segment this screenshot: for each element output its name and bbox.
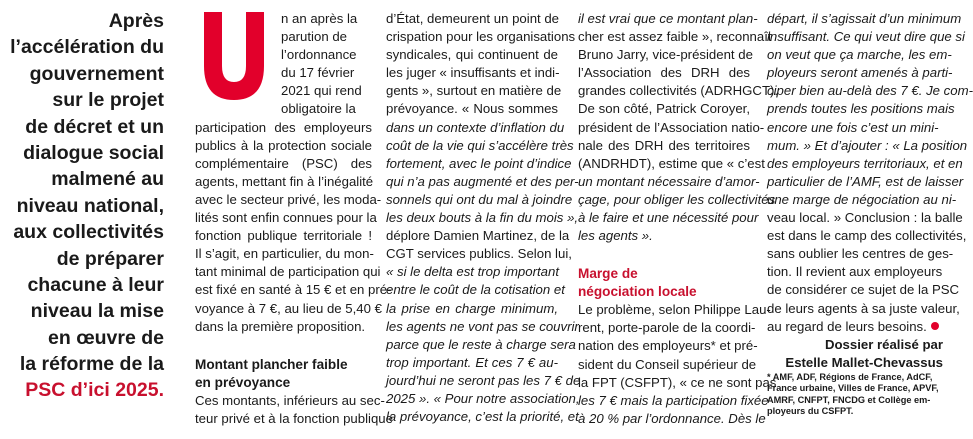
text-line: les 7 € mais la participation fixée: [578, 392, 769, 408]
text-line: est fixé en santé à 15 € et en pré-: [195, 282, 392, 298]
text-line: (ANDRHDT), estime que « c’est: [578, 155, 765, 171]
text-line: 2021 qui rend: [281, 83, 362, 99]
text-line: Ces montants, inférieurs au sec-: [195, 392, 385, 408]
text-line: insuffisant. Ce qui veut dire que si: [767, 29, 965, 45]
text-line: mum. » Et d’ajouter : « La position: [767, 137, 968, 153]
text-line: tion. Il revient aux employeurs: [767, 264, 943, 280]
text-line: les agents ne vont pas se couvrir: [386, 318, 579, 334]
intro-line: gouvernement: [29, 62, 164, 85]
text-line: participation des employeurs: [195, 119, 372, 135]
text-line: sident du Conseil supérieur de: [578, 356, 757, 372]
intro-line: dialogue social: [23, 141, 164, 164]
intro-line: en œuvre de: [48, 326, 164, 349]
subheading: Montant plancher faible: [195, 356, 348, 372]
text-line: voyance à 7 €, au lieu de 5,40 €: [195, 300, 382, 316]
column-2-body: [386, 10, 581, 426]
text-line: à 20 % par l’ordonnance. Dès le: [578, 410, 766, 426]
text-line: Il s’agit, en particulier, du mon-: [195, 246, 374, 262]
intro-line: niveau la mise: [30, 300, 164, 323]
text-line: crispation pour les organisations: [386, 29, 576, 45]
text-line: qui n’a pas augmenté et des per-: [386, 173, 579, 189]
subheading: négociation locale: [578, 284, 697, 300]
intro-line: malmené au: [51, 168, 164, 191]
text-line: ciper bien au-delà des 7 €. Je com-: [767, 83, 973, 99]
intro-line: sur le projet: [52, 89, 164, 112]
text-line: Bruno Jarry, vice-président de: [578, 47, 753, 63]
text-line: particulier de l’AMF, est de laisser: [767, 173, 964, 189]
text-line: syndicales, qui continuent de: [386, 47, 558, 63]
text-line: De son côté, Patrick Coroyer,: [578, 101, 750, 117]
text-line: obligatoire la: [281, 101, 356, 117]
intro-line: niveau national,: [16, 194, 164, 217]
text-line: la FPT (CSFPT), « ce ne sont pas: [578, 374, 777, 390]
text-line-end: au regard de leurs besoins.: [767, 318, 927, 334]
text-line: veau local. » Conclusion : la balle: [767, 210, 963, 226]
text-line: entre le coût de la cotisation et: [386, 282, 565, 298]
text-line: dans la première proposition.: [195, 318, 366, 334]
text-line: fortement, avec le point d’indice: [386, 155, 572, 171]
text-line: publics à la protection sociale: [195, 137, 372, 153]
text-line: « si le delta est trop important: [386, 264, 559, 280]
text-line: déplore Damien Martinez, de la: [386, 228, 570, 244]
text-line: départ, il s’agissait d’un minimum: [767, 11, 962, 26]
text-line: agents, mettant fin à l’inégalité: [195, 173, 374, 189]
column-1-body: [195, 119, 393, 428]
intro-line: Après: [108, 10, 164, 32]
text-line: les deux bouts à la fin du mois »,: [386, 210, 579, 226]
intro-line: l’accélération du: [10, 36, 164, 59]
text-line: l’Association des DRH des: [578, 65, 750, 81]
text-line: les juger « insuffisants et indi-: [386, 65, 560, 81]
text-line: cher est assez faible », reconnaît: [578, 29, 772, 45]
text-line: rent, porte-parole de la coordi-: [578, 320, 756, 336]
footnote-line: * AMF, ADF, Régions de France, AdCF,: [767, 371, 933, 382]
text-line: teur privé et à la fonction publique: [195, 410, 393, 426]
text-line: nale des DRH des territoires: [578, 137, 750, 153]
text-line: parce que le reste à charge sera: [386, 336, 576, 352]
intro-line: de préparer: [56, 247, 164, 270]
text-line: parution de: [281, 29, 347, 45]
text-line: une marge de négociation au ni-: [767, 191, 957, 207]
text-line: çage, pour obliger les collectivités: [578, 191, 776, 207]
text-line: la prévoyance, c’est la priorité, et: [386, 409, 579, 425]
text-line: prends toutes les positions mais: [767, 101, 955, 117]
column-3-body: [578, 10, 779, 428]
text-line: du 17 février: [281, 65, 355, 81]
text-line: des employeurs territoriaux, et en: [767, 155, 963, 171]
intro-standfirst: [0, 8, 164, 404]
text-line: trop important. Et ces 7 € au-: [386, 354, 558, 370]
text-line: les agents ».: [578, 228, 653, 244]
intro-line: la réforme de la: [19, 353, 164, 376]
text-line: de leurs agents à sa juste valeur,: [767, 300, 960, 316]
text-line: à le faire et une nécessité pour: [578, 210, 759, 226]
subheading: en prévoyance: [195, 374, 291, 390]
text-line: avec le secteur privé, les moda-: [195, 191, 382, 207]
dropcap-letter: [196, 12, 272, 100]
intro-line: chacune à leur: [27, 273, 164, 296]
text-line: gents », surtout en matière de: [386, 83, 562, 99]
text-line: président de l’Association natio-: [578, 119, 765, 135]
intro-line: aux collectivités: [13, 221, 164, 244]
text-line: ployeurs seront amenés à parti-: [767, 65, 953, 81]
dropcap-text: U: [234, 72, 235, 73]
text-line: dans un contexte d’inflation du: [386, 119, 565, 135]
text-line: Le problème, selon Philippe Lau-: [578, 302, 771, 318]
text-line: lités sont enfin connues pour la: [195, 210, 377, 226]
text-line: sonnels qui ont du mal à joindre: [386, 191, 573, 207]
subheading: Marge de: [578, 266, 638, 282]
text-line: fonction publique territoriale !: [195, 228, 372, 244]
text-line: complémentaire (PSC) des: [195, 155, 372, 171]
text-line: un montant nécessaire d’amor-: [578, 173, 760, 189]
intro-line: de décret et un: [25, 115, 164, 138]
text-line: nation des employeurs* et pré-: [578, 338, 758, 354]
text-line: est dans le camp des collectivités,: [767, 228, 967, 244]
text-line: on veut que ça marche, les em-: [767, 47, 952, 63]
text-line: d’État, demeurent un point de: [386, 11, 560, 26]
footnote-line: ployeurs du CSFPT.: [767, 406, 854, 417]
intro-last-line: PSC d’ici 2025.: [25, 379, 164, 402]
text-line: encore une fois c’est un mini-: [767, 119, 939, 135]
footnote-line: France urbaine, Villes de France, APVF,: [767, 383, 939, 394]
text-line: il est vrai que ce montant plan-: [578, 11, 758, 26]
text-line: CGT services publics. Selon lui,: [386, 246, 572, 262]
text-line: sans oublier les centres de ges-: [767, 246, 954, 262]
text-line: [767, 318, 943, 336]
column-1-beside-cap: [281, 10, 372, 119]
signature-line: Dossier réalisé par: [824, 336, 943, 352]
end-of-article-dot-icon: [931, 322, 939, 330]
text-line: la prise en charge minimum,: [386, 300, 558, 316]
text-line: grandes collectivités (ADRHGCT).: [578, 83, 779, 99]
text-line: prévoyance. « Nous sommes: [386, 101, 558, 117]
text-line: l’ordonnance: [281, 47, 357, 63]
text-line: n an après la: [281, 11, 358, 26]
text-line: de considérer ce sujet de la PSC: [767, 282, 960, 298]
column-4-body: [767, 10, 973, 418]
text-line: tant minimal de participation qui: [195, 264, 381, 280]
text-line: 2025 ». « Pour notre association,: [386, 390, 580, 406]
text-line: coût de la vie qui s’accélère très: [386, 137, 574, 153]
text-line: jourd’hui ne seront pas les 7 € de: [386, 372, 581, 388]
footnote-line: AMRF, CNFPT, FNCDG et Collège em-: [767, 394, 931, 405]
signature-author: Estelle Mallet-Chevassus: [785, 354, 943, 370]
